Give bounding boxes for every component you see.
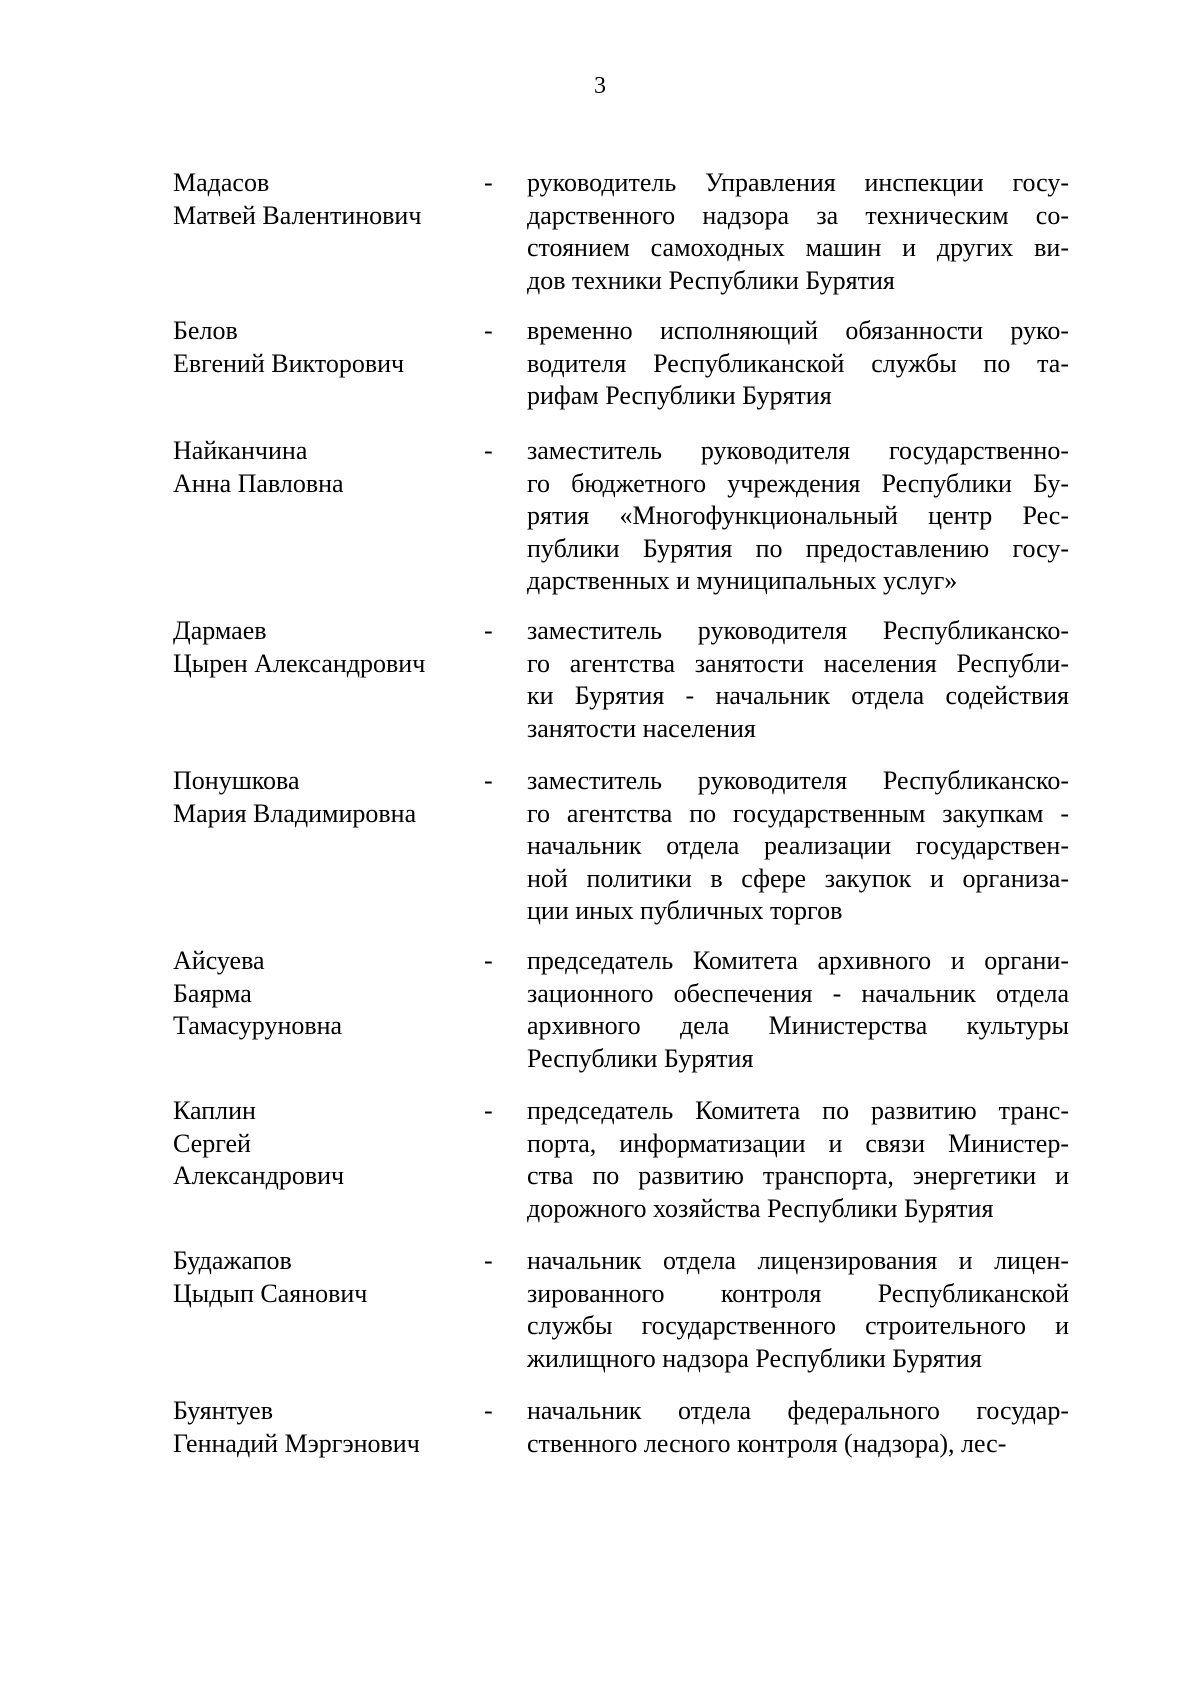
- person-name-line: Сергей: [173, 1128, 251, 1158]
- person-name-line: Буянтуев: [173, 1396, 274, 1425]
- position-description-line: дорожного хозяйства Республики Бурятия: [527, 1193, 994, 1223]
- position-description-line: дарственного надзора за техническим со-: [527, 200, 1069, 230]
- position-description-line: ства по развитию транспорта, энергетики и: [527, 1161, 1069, 1190]
- position-description-line: публики Бурятия по предоставлению госу-: [527, 533, 1069, 563]
- position-description-line: го агентства занятости населения Республи-: [527, 648, 1069, 678]
- person-name-line: Понушкова: [173, 766, 300, 795]
- position-description-line: председатель Комитета архивного и органи-: [527, 946, 1069, 975]
- person-name-line: Александрович: [173, 1161, 345, 1190]
- position-description-line: рятия «Многофункциональный центр Рес-: [527, 501, 1069, 530]
- position-description-line: ственного лесного контроля (надзора), лес-: [527, 1428, 1007, 1458]
- person-name: [173, 167, 493, 232]
- position-description-line: дов техники Республики Бурятия: [527, 265, 895, 295]
- position-description: [527, 435, 1069, 598]
- dash-separator: -: [484, 1096, 493, 1125]
- person-name-line: Дармаев: [173, 616, 267, 645]
- person-name-line: Айсуева: [173, 946, 265, 975]
- position-description-line: ки Бурятия - начальник отдела содействия: [527, 681, 1069, 710]
- dash-separator: -: [484, 436, 493, 465]
- person-name-line: Цыдып Саянович: [173, 1278, 368, 1308]
- person-name: [173, 435, 493, 500]
- person-name-line: Белов: [173, 316, 238, 345]
- person-name: [173, 615, 493, 680]
- position-description-line: ной политики в сфере закупок и организа-: [527, 863, 1069, 893]
- position-description-line: го агентства по государственным закупкам -: [527, 798, 1069, 828]
- person-name-line: Геннадий Мэргэнович: [173, 1428, 420, 1458]
- position-description: [527, 1095, 1069, 1225]
- person-name-line: Найканчина: [173, 436, 308, 465]
- position-description: [527, 615, 1069, 745]
- position-description-line: Республики Бурятия: [527, 1043, 754, 1073]
- position-description-line: го бюджетного учреждения Республики Бу-: [527, 468, 1069, 498]
- position-description-line: заместитель руководителя государственно-: [527, 436, 1069, 465]
- position-description-line: начальник отдела лицензирования и лицен-: [527, 1246, 1069, 1275]
- person-name: [173, 1095, 493, 1193]
- position-description-line: руководитель Управления инспекции госу-: [527, 168, 1069, 197]
- position-description: [527, 167, 1069, 297]
- person-name: [173, 315, 493, 380]
- position-description-line: заместитель руководителя Республиканско-: [527, 616, 1069, 645]
- dash-separator: -: [484, 766, 493, 795]
- person-name-line: Будажапов: [173, 1246, 292, 1275]
- person-name-line: Матвей Валентинович: [173, 200, 422, 230]
- position-description-line: водителя Республиканской службы по та-: [527, 348, 1069, 378]
- position-description-line: рифам Республики Бурятия: [527, 381, 832, 410]
- position-description: [527, 1245, 1069, 1375]
- position-description: [527, 315, 1069, 413]
- person-name-line: Баярма: [173, 978, 252, 1008]
- person-name-line: Мадасов: [173, 168, 270, 197]
- person-name-line: Мария Владимировна: [173, 798, 417, 828]
- person-name: [173, 765, 493, 830]
- position-description-line: председатель Комитета по развитию транс-: [527, 1096, 1069, 1125]
- person-name-line: Анна Павловна: [173, 468, 344, 498]
- page-number: 3: [594, 73, 606, 99]
- position-description: [527, 1395, 1069, 1460]
- position-description: [527, 945, 1069, 1075]
- position-description-line: дарственных и муниципальных услуг»: [527, 566, 958, 595]
- position-description-line: занятости населения: [527, 713, 756, 743]
- position-description-line: службы государственного строительного и: [527, 1311, 1069, 1340]
- dash-separator: -: [484, 616, 493, 645]
- position-description-line: временно исполняющий обязанности руко-: [527, 316, 1069, 345]
- dash-separator: -: [484, 168, 493, 197]
- position-description-line: зационного обеспечения - начальник отдела: [527, 978, 1069, 1008]
- position-description-line: ции иных публичных торгов: [527, 896, 843, 925]
- position-description-line: зированного контроля Республиканской: [527, 1278, 1069, 1308]
- position-description-line: порта, информатизации и связи Министер-: [527, 1128, 1069, 1158]
- dash-separator: -: [484, 316, 493, 345]
- person-name: [173, 1395, 493, 1460]
- position-description-line: архивного дела Министерства культуры: [527, 1011, 1069, 1040]
- position-description: [527, 765, 1069, 928]
- dash-separator: -: [484, 1246, 493, 1275]
- person-name-line: Цырен Александрович: [173, 648, 426, 678]
- position-description-line: жилищного надзора Республики Бурятия: [527, 1343, 982, 1373]
- dash-separator: -: [484, 1396, 493, 1425]
- person-name-line: Тамасуруновна: [173, 1011, 343, 1040]
- person-name: [173, 945, 493, 1043]
- person-name: [173, 1245, 493, 1310]
- position-description-line: стоянием самоходных машин и других ви-: [527, 233, 1069, 262]
- person-name-line: Евгений Викторович: [173, 348, 405, 378]
- dash-separator: -: [484, 946, 493, 975]
- position-description-line: начальник отдела реализации государствен-: [527, 831, 1069, 860]
- person-name-line: Каплин: [173, 1096, 256, 1125]
- position-description-line: заместитель руководителя Республиканско-: [527, 766, 1069, 795]
- position-description-line: начальник отдела федерального государ-: [527, 1396, 1069, 1425]
